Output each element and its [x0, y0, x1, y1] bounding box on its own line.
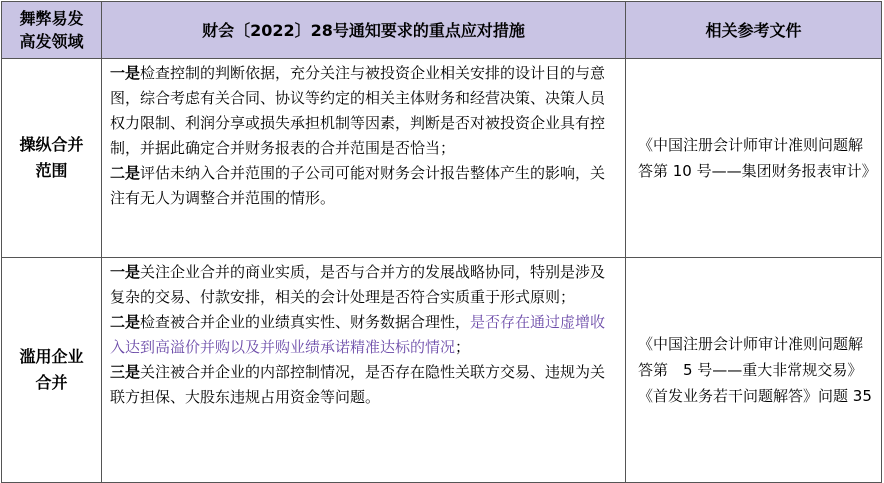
reference-doc: 《首发业务若干问题解答》问题 35: [638, 387, 872, 405]
row-measures: [102, 258, 626, 483]
row-area: [2, 258, 102, 483]
fraud-response-table: [1, 1, 882, 483]
table-row: [2, 258, 882, 483]
measure-lead: 二是: [110, 313, 141, 331]
table-row: [2, 59, 882, 258]
measure-lead: 一是: [110, 64, 141, 82]
reference-doc: 《中国注册会计师审计准则问题解答第 10 号——集团财务报表审计》: [638, 136, 877, 180]
row-area: [2, 59, 102, 258]
header-area: [2, 2, 102, 59]
row-refs: [626, 258, 882, 483]
measure-item: [110, 310, 619, 360]
header-refs: [626, 2, 882, 59]
measure-text: 检查控制的判断依据，充分关注与被投资企业相关安排的设计目的与意图，综合考虑有关合同、协议等约定的相关主体财务和经营决策、决策人员权力限制、利润分享或损失承担机制等因素，判断是否对被投资企业具有控制，并据此确定合并财务报表的合并范围是否恰当；: [110, 64, 606, 157]
header-refs-text: 相关参考文件: [705, 20, 802, 40]
reference-doc: 《中国注册会计师审计准则问题解答第 5 号——重大非常规交易》: [638, 335, 864, 379]
measure-highlight: 是否存在通过虚增收入达到高溢价并购以及并购业绩承诺精准达标的情况: [110, 313, 606, 356]
row-area-text: 操纵合并 范围: [19, 135, 84, 180]
row-area-text: 滥用企业 合并: [19, 347, 84, 392]
row-refs: [626, 59, 882, 258]
measure-text: 检查被合并企业的业绩真实性、财务数据合理性，: [140, 313, 471, 331]
measure-item: [110, 161, 619, 211]
measure-item: [110, 61, 619, 161]
header-measures: [102, 2, 626, 59]
row-measures: [102, 59, 626, 258]
measure-text: 评估未纳入合并范围的子公司可能对财务会计报告整体产生的影响，关注有无人为调整合并范围的情形。: [110, 164, 606, 207]
measure-item: [110, 260, 619, 310]
header-row: [2, 2, 882, 59]
measure-text: 关注企业合并的商业实质，是否与合并方的发展战略协同，特别是涉及复杂的交易、付款安排，相关的会计处理是否符合实质重于形式原则；: [110, 263, 606, 306]
header-area-text: 舞弊易发 高发领域: [19, 9, 84, 51]
header-measures-text: 财会〔2022〕28号通知要求的重点应对措施: [202, 20, 525, 40]
measure-text: 关注被合并企业的内部控制情况，是否存在隐性关联方交易、违规为关联方担保、大股东违规占用资金等问题。: [110, 363, 606, 406]
measure-lead: 三是: [110, 363, 141, 381]
measure-lead: 一是: [110, 263, 141, 281]
measure-item: [110, 360, 619, 410]
measure-lead: 二是: [110, 164, 141, 182]
measure-tail: ；: [455, 338, 471, 356]
